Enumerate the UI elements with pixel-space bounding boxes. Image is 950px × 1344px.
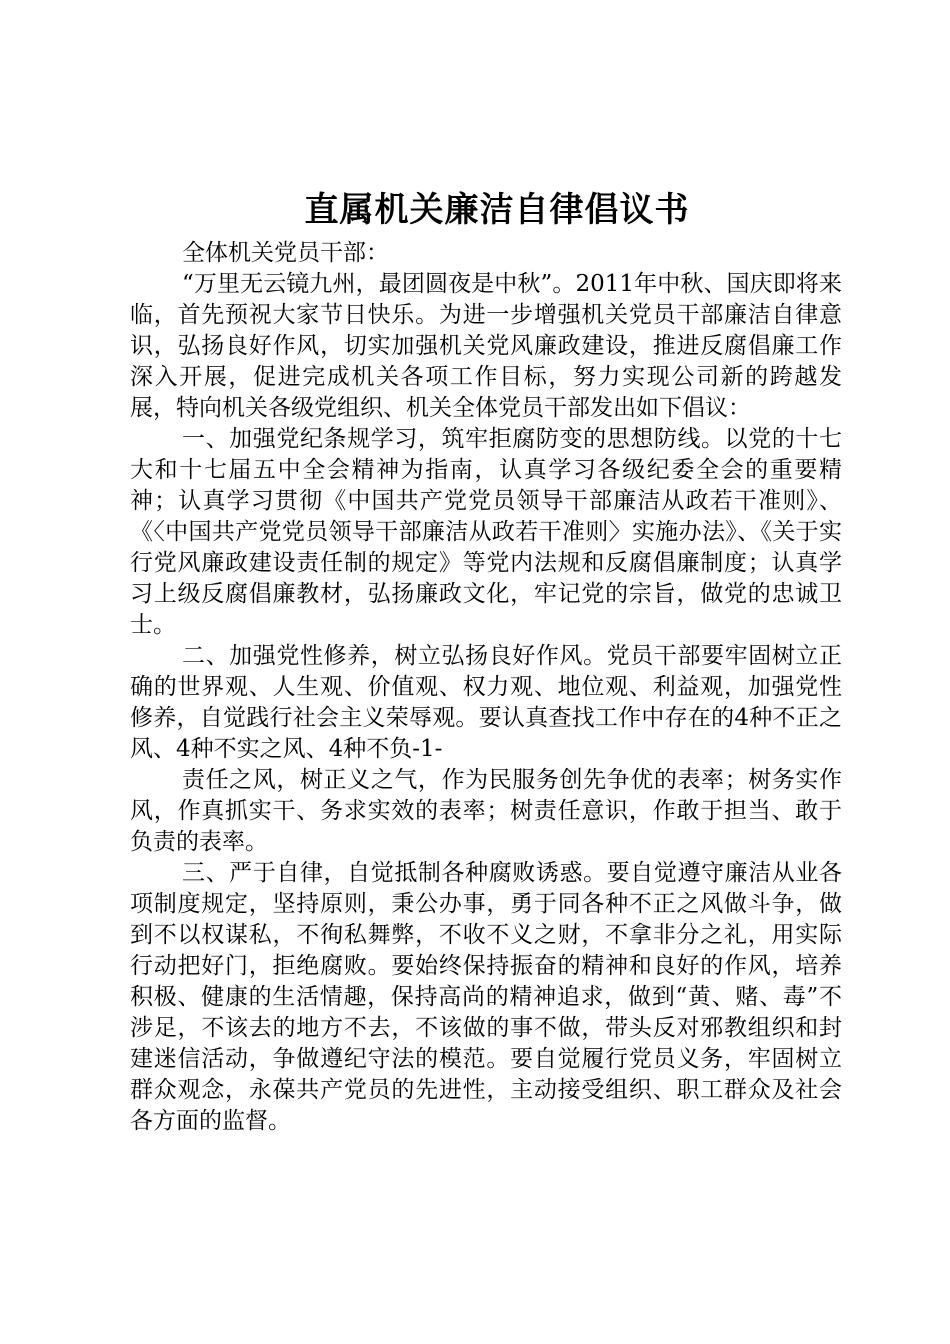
paragraph-intro: “万里无云镜九州，最团圆夜是中秋”。2011年中秋、国庆即将来临，首先预祝大家节日快乐。为进一步增强机关党员干部廉洁自律意识，弘扬良好作风，切实加强机关党风廉政建设，推进反腐倡廉工作深入开展，促进完成机关各项工作目标，努力实现公司新的跨越发展，特向机关各级党组织、机关全体党员干部发出如下倡议： — [130, 271, 842, 421]
paragraph-1: 一、加强党纪条规学习，筑牢拒腐防变的思想防线。以党的十七大和十七届五中全会精神为指南，认真学习各级纪委全会的重要精神；认真学习贯彻《中国共产党党员领导干部廉洁从政若干准则》、《〈中国共产党党员领导干部廉洁从政若干准则〉实施办法》、《关于实行党风廉政建设责任制的规定》等党内法规和反腐倡廉制度；认真学习上级反腐倡廉教材，弘扬廉政文化，牢记党的宗旨，做党的忠诚卫士。 — [130, 426, 842, 638]
paragraph-2: 二、加强党性修养，树立弘扬良好作风。党员干部要牢固树立正确的世界观、人生观、价值观、权力观、地位观、利益观，加强党性修养，自觉践行社会主义荣辱观。要认真查找工作中存在的4种不正之风、4种不实之风、4种不负-1- — [130, 643, 842, 762]
document-page — [130, 0, 842, 1137]
paragraph-3: 三、严于自律，自觉抵制各种腐败诱惑。要自觉遵守廉洁从业各项制度规定，坚持原则，秉公办事，勇于同各种不正之风做斗争，做到不以权谋私，不徇私舞弊，不收不义之财，不拿非分之礼，用实际行动把好门，拒绝腐败。要始终保持振奋的精神和良好的作风，培养积极、健康的生活情趣，保持高尚的精神追求，做到“黄、赌、毒”不涉足，不该去的地方不去，不该做的事不做，带头反对邪教组织和封建迷信活动，争做遵纪守法的模范。要自觉履行党员义务，牢固树立群众观念，永葆共产党员的先进性，主动接受组织、职工群众及社会各方面的监督。 — [130, 860, 842, 1134]
paragraph-2-continued: 责任之风，树正义之气，作为民服务创先争优的表率；树务实作风，作真抓实干、务求实效的表率；树责任意识，作敢于担当、敢于负责的表率。 — [130, 767, 842, 855]
document-title: 直属机关廉洁自律倡议书 — [304, 190, 690, 230]
salutation: 全体机关党员干部： — [182, 240, 389, 266]
document-body — [130, 238, 842, 1137]
